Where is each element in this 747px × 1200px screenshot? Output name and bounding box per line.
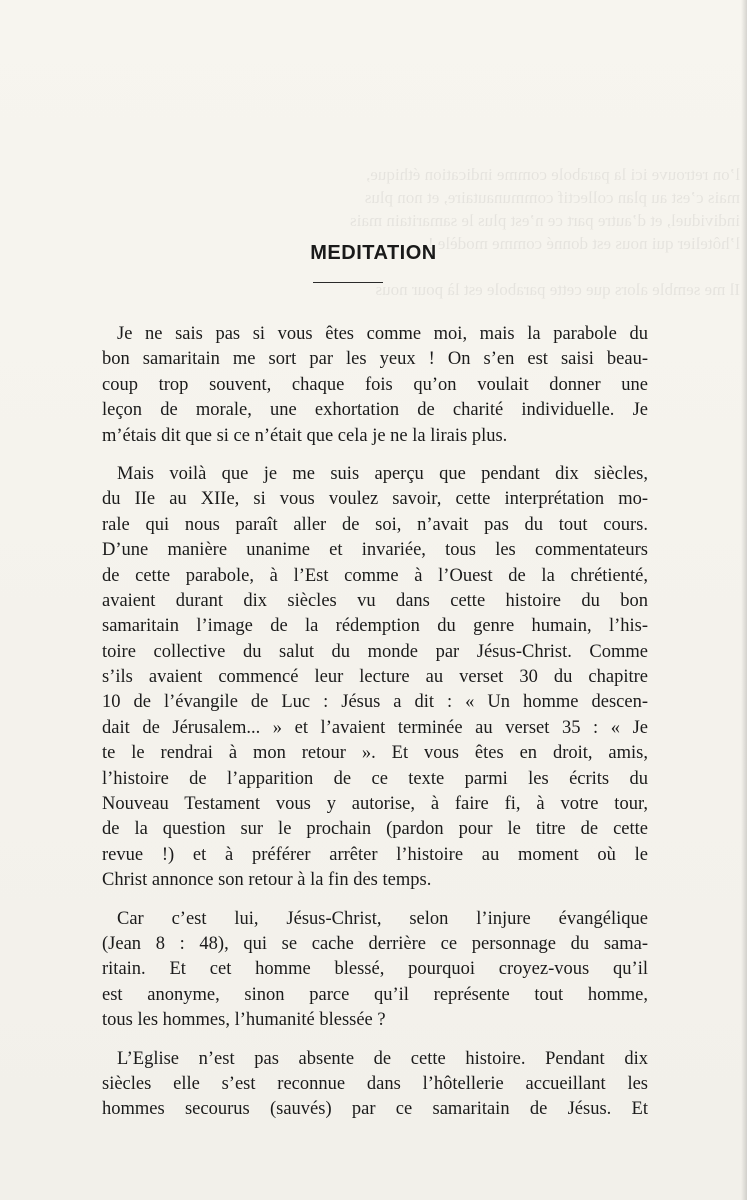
text-line: dait de Jérusalem... » et l’avaient terminée au verset 35 : « Je bbox=[102, 717, 648, 738]
text-line: revue !) et à préférer arrêter l’histoire au moment où le bbox=[102, 844, 648, 865]
paragraph bbox=[88, 1047, 648, 1123]
text-line: est anonyme, sinon parce qu’il représente tout homme, bbox=[102, 984, 648, 1005]
text-line: (Jean 8 : 48), qui se cache derrière ce personnage du sama- bbox=[102, 933, 648, 954]
bleed-through-decoration: l’on retrouve ici la parabole comme indication éthique, mais c’est au plan collectif communautaire, et non plus individuel, et d’autre part ce n’est plus le samaritain mais l’hôtelier qui nous est donné comme modèle ! Il me semble alors que cette parabole est là pour nous bbox=[350, 165, 740, 299]
paragraph bbox=[88, 907, 648, 1034]
text-line: Mais voilà que je me suis aperçu que pendant dix siècles, bbox=[117, 463, 648, 484]
text-line: coup trop souvent, chaque fois qu’on voulait donner une bbox=[102, 374, 648, 395]
text-line: siècles elle s’est reconnue dans l’hôtellerie accueillant les bbox=[102, 1073, 648, 1094]
text-line: hommes secourus (sauvés) par ce samaritain de Jésus. Et bbox=[102, 1099, 648, 1120]
text-line: Nouveau Testament vous y autorise, à faire fi, à votre tour, bbox=[102, 794, 648, 815]
text-line: l’histoire de l’apparition de ce texte parmi les écrits du bbox=[102, 768, 648, 789]
text-line: s’ils avaient commencé leur lecture au verset 30 du chapitre bbox=[102, 667, 648, 688]
text-line: Je ne sais pas si vous êtes comme moi, mais la parabole du bbox=[117, 324, 648, 344]
text-line: ritain. Et cet homme blessé, pourquoi croyez-vous qu’il bbox=[102, 959, 648, 980]
text-line: Christ annonce son retour à la fin des temps. bbox=[102, 870, 432, 891]
text-line: m’étais dit que si ce n’était que cela je ne la lirais plus. bbox=[102, 425, 508, 446]
page-title: MEDITATION bbox=[310, 242, 437, 265]
text-line: Car c’est lui, Jésus-Christ, selon l’injure évangélique bbox=[117, 908, 648, 929]
text-line: leçon de morale, une exhortation de charité individuelle. Je bbox=[102, 400, 648, 421]
text-line: de la question sur le prochain (pardon pour le titre de cette bbox=[102, 819, 648, 840]
text-line: samaritain l’image de la rédemption du genre humain, l’his- bbox=[102, 616, 648, 637]
text-line: D’une manière unanime et invariée, tous les commentateurs bbox=[102, 540, 648, 561]
paragraph bbox=[88, 462, 648, 894]
text-line: du IIe au XIIe, si vous voulez savoir, cette interprétation mo- bbox=[102, 489, 648, 510]
page-edge-shadow bbox=[741, 0, 747, 1200]
text-line: toire collective du salut du monde par Jésus-Christ. Comme bbox=[102, 641, 648, 662]
text-line: L’Eglise n’est pas absente de cette histoire. Pendant dix bbox=[117, 1048, 648, 1069]
text-line: rale qui nous paraît aller de soi, n’avait pas du tout cours. bbox=[102, 514, 648, 535]
text-line: te le rendrai à mon retour ». Et vous êtes en droit, amis, bbox=[102, 743, 648, 764]
text-line: 10 de l’évangile de Luc : Jésus a dit : « Un homme descen- bbox=[102, 692, 648, 713]
text-line: avaient durant dix siècles vu dans cette histoire du bon bbox=[102, 590, 648, 611]
text-line: de cette parabole, à l’Est comme à l’Ouest de la chrétienté, bbox=[102, 565, 648, 586]
paragraph bbox=[88, 322, 648, 449]
title-underline bbox=[313, 282, 383, 283]
text-line: bon samaritain me sort par les yeux ! On s’en est saisi beau- bbox=[102, 349, 648, 370]
body-text bbox=[88, 322, 648, 1136]
text-line: tous les hommes, l’humanité blessée ? bbox=[102, 1010, 386, 1031]
